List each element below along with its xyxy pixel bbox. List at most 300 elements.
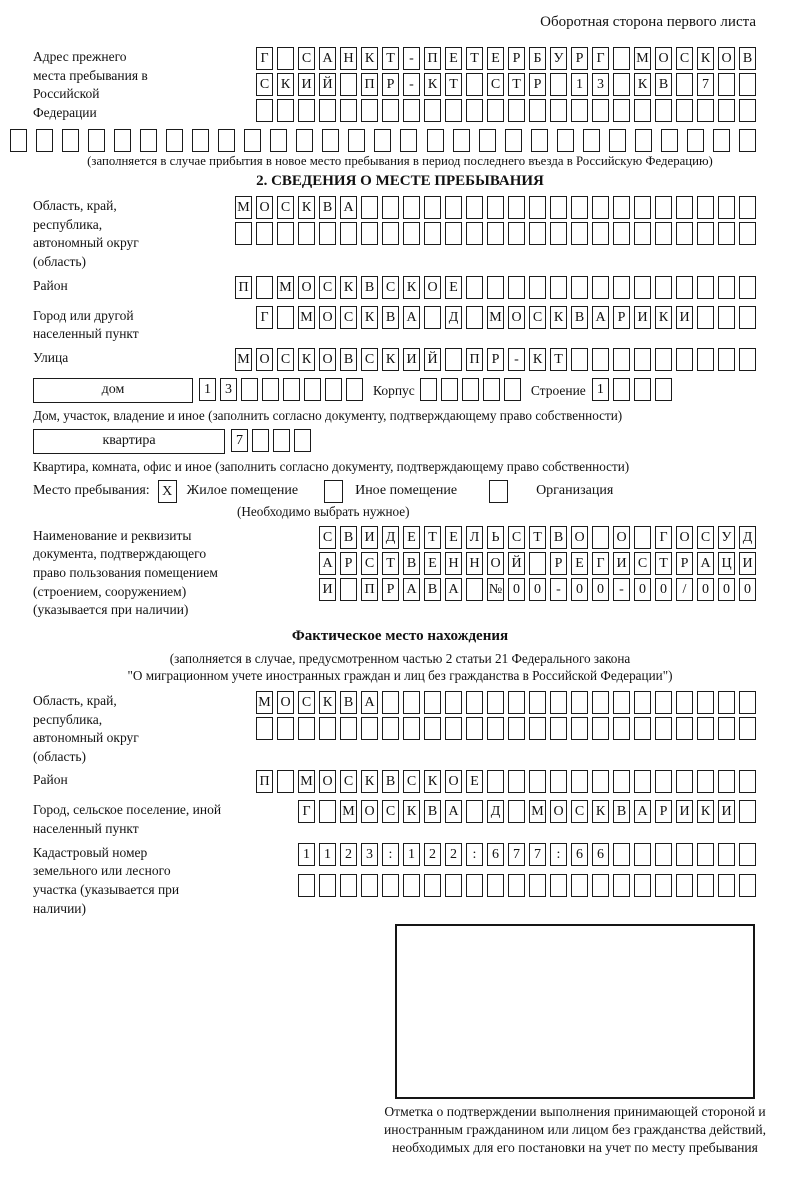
char-box[interactable]: [453, 129, 470, 152]
char-box[interactable]: [676, 348, 693, 371]
char-box[interactable]: [340, 717, 357, 740]
char-box[interactable]: С: [340, 306, 357, 329]
char-box[interactable]: О: [445, 770, 462, 793]
char-box[interactable]: М: [298, 770, 315, 793]
char-box[interactable]: В: [550, 526, 567, 549]
char-box[interactable]: О: [256, 348, 273, 371]
char-box[interactable]: [697, 717, 714, 740]
char-box[interactable]: :: [382, 843, 399, 866]
char-box[interactable]: Т: [445, 73, 462, 96]
char-box[interactable]: [635, 129, 652, 152]
char-box[interactable]: [298, 222, 315, 245]
char-box[interactable]: [634, 348, 651, 371]
char-box[interactable]: Г: [256, 306, 273, 329]
char-box[interactable]: О: [319, 770, 336, 793]
char-box[interactable]: Е: [424, 552, 441, 575]
char-box[interactable]: Р: [382, 73, 399, 96]
char-box[interactable]: [613, 276, 630, 299]
char-box[interactable]: В: [382, 770, 399, 793]
char-box[interactable]: [529, 691, 546, 714]
char-box[interactable]: [403, 717, 420, 740]
char-box[interactable]: [466, 276, 483, 299]
char-box[interactable]: И: [319, 578, 336, 601]
char-box[interactable]: И: [298, 73, 315, 96]
char-box[interactable]: [319, 874, 336, 897]
char-box[interactable]: К: [550, 306, 567, 329]
char-box[interactable]: [571, 717, 588, 740]
char-box[interactable]: 0: [592, 578, 609, 601]
char-box[interactable]: С: [340, 770, 357, 793]
char-box[interactable]: 3: [592, 73, 609, 96]
char-box[interactable]: Е: [571, 552, 588, 575]
char-box[interactable]: 7: [697, 73, 714, 96]
char-box[interactable]: [319, 717, 336, 740]
char-box[interactable]: [340, 73, 357, 96]
char-box[interactable]: [676, 843, 693, 866]
char-box[interactable]: [634, 222, 651, 245]
char-box[interactable]: [676, 874, 693, 897]
char-box[interactable]: [36, 129, 53, 152]
char-box[interactable]: К: [403, 276, 420, 299]
char-box[interactable]: М: [487, 306, 504, 329]
char-box[interactable]: [655, 843, 672, 866]
char-box[interactable]: К: [340, 276, 357, 299]
char-box[interactable]: П: [466, 348, 483, 371]
char-box[interactable]: [592, 276, 609, 299]
char-box[interactable]: [613, 843, 630, 866]
char-box[interactable]: М: [340, 800, 357, 823]
char-box[interactable]: Г: [592, 47, 609, 70]
char-box[interactable]: [382, 99, 399, 122]
char-box[interactable]: [361, 222, 378, 245]
char-box[interactable]: [571, 691, 588, 714]
char-box[interactable]: [462, 378, 479, 401]
char-box[interactable]: [270, 129, 287, 152]
char-box[interactable]: 6: [592, 843, 609, 866]
char-box[interactable]: Н: [466, 552, 483, 575]
char-box[interactable]: [634, 770, 651, 793]
char-box[interactable]: Г: [592, 552, 609, 575]
char-box[interactable]: [655, 222, 672, 245]
checkbox-dwelling[interactable]: X: [158, 480, 177, 503]
char-box[interactable]: С: [361, 348, 378, 371]
char-box[interactable]: [283, 378, 300, 401]
char-box[interactable]: С: [298, 691, 315, 714]
char-box[interactable]: К: [697, 47, 714, 70]
char-box[interactable]: [529, 222, 546, 245]
char-box[interactable]: К: [361, 47, 378, 70]
char-box[interactable]: [613, 874, 630, 897]
char-box[interactable]: [508, 770, 525, 793]
char-box[interactable]: [140, 129, 157, 152]
char-box[interactable]: [571, 770, 588, 793]
char-box[interactable]: М: [256, 691, 273, 714]
char-box[interactable]: Т: [529, 526, 546, 549]
char-box[interactable]: Т: [550, 348, 567, 371]
char-box[interactable]: [697, 196, 714, 219]
char-box[interactable]: [739, 717, 756, 740]
char-box[interactable]: Т: [382, 552, 399, 575]
char-box[interactable]: [697, 691, 714, 714]
char-box[interactable]: Р: [529, 73, 546, 96]
char-box[interactable]: 0: [697, 578, 714, 601]
char-box[interactable]: [718, 222, 735, 245]
char-box[interactable]: А: [445, 578, 462, 601]
char-box[interactable]: 2: [424, 843, 441, 866]
char-box[interactable]: [550, 196, 567, 219]
char-box[interactable]: С: [403, 770, 420, 793]
char-box[interactable]: К: [529, 348, 546, 371]
char-box[interactable]: К: [634, 73, 651, 96]
char-box[interactable]: 0: [571, 578, 588, 601]
char-box[interactable]: М: [277, 276, 294, 299]
char-box[interactable]: [550, 276, 567, 299]
char-box[interactable]: [718, 691, 735, 714]
char-box[interactable]: В: [382, 306, 399, 329]
char-box[interactable]: [479, 129, 496, 152]
char-box[interactable]: Е: [445, 47, 462, 70]
char-box[interactable]: М: [529, 800, 546, 823]
char-box[interactable]: [634, 276, 651, 299]
char-box[interactable]: [529, 552, 546, 575]
char-box[interactable]: [466, 196, 483, 219]
char-box[interactable]: С: [571, 800, 588, 823]
char-box[interactable]: О: [613, 526, 630, 549]
char-box[interactable]: [10, 129, 27, 152]
char-box[interactable]: [298, 99, 315, 122]
char-box[interactable]: И: [718, 800, 735, 823]
char-box[interactable]: П: [361, 578, 378, 601]
char-box[interactable]: В: [340, 691, 357, 714]
char-box[interactable]: [613, 691, 630, 714]
char-box[interactable]: [487, 276, 504, 299]
char-box[interactable]: [466, 306, 483, 329]
char-box[interactable]: 1: [403, 843, 420, 866]
char-box[interactable]: [445, 691, 462, 714]
char-box[interactable]: [634, 99, 651, 122]
char-box[interactable]: [340, 874, 357, 897]
char-box[interactable]: [277, 222, 294, 245]
char-box[interactable]: [592, 222, 609, 245]
char-box[interactable]: О: [256, 196, 273, 219]
char-box[interactable]: [218, 129, 235, 152]
char-box[interactable]: [504, 378, 521, 401]
char-box[interactable]: 1: [319, 843, 336, 866]
char-box[interactable]: [613, 73, 630, 96]
char-box[interactable]: [676, 73, 693, 96]
char-box[interactable]: 1: [592, 378, 609, 401]
char-box[interactable]: [529, 874, 546, 897]
char-box[interactable]: [529, 770, 546, 793]
char-box[interactable]: [361, 874, 378, 897]
char-box[interactable]: [676, 770, 693, 793]
char-box[interactable]: [655, 717, 672, 740]
char-box[interactable]: Е: [403, 526, 420, 549]
char-box[interactable]: [613, 770, 630, 793]
char-box[interactable]: [487, 770, 504, 793]
char-box[interactable]: [529, 196, 546, 219]
char-box[interactable]: [557, 129, 574, 152]
char-box[interactable]: 3: [220, 378, 237, 401]
checkbox-other-premises[interactable]: [324, 480, 343, 503]
char-box[interactable]: [466, 222, 483, 245]
char-box[interactable]: [583, 129, 600, 152]
char-box[interactable]: -: [403, 47, 420, 70]
char-box[interactable]: [508, 222, 525, 245]
char-box[interactable]: [718, 73, 735, 96]
char-box[interactable]: И: [403, 348, 420, 371]
char-box[interactable]: [62, 129, 79, 152]
char-box[interactable]: [634, 196, 651, 219]
char-box[interactable]: [374, 129, 391, 152]
char-box[interactable]: О: [361, 800, 378, 823]
char-box[interactable]: [529, 276, 546, 299]
char-box[interactable]: [298, 874, 315, 897]
char-box[interactable]: Н: [445, 552, 462, 575]
char-box[interactable]: :: [466, 843, 483, 866]
char-box[interactable]: [676, 691, 693, 714]
char-box[interactable]: И: [613, 552, 630, 575]
char-box[interactable]: Ь: [487, 526, 504, 549]
char-box[interactable]: [655, 770, 672, 793]
char-box[interactable]: [427, 129, 444, 152]
char-box[interactable]: [592, 348, 609, 371]
char-box[interactable]: [739, 222, 756, 245]
char-box[interactable]: В: [655, 73, 672, 96]
char-box[interactable]: [550, 73, 567, 96]
char-box[interactable]: [571, 196, 588, 219]
char-box[interactable]: [487, 222, 504, 245]
char-box[interactable]: [508, 196, 525, 219]
char-box[interactable]: [400, 129, 417, 152]
char-box[interactable]: [256, 99, 273, 122]
char-box[interactable]: Т: [382, 47, 399, 70]
char-box[interactable]: [592, 717, 609, 740]
char-box[interactable]: Т: [508, 73, 525, 96]
checkbox-organization[interactable]: [489, 480, 508, 503]
char-box[interactable]: К: [403, 800, 420, 823]
char-box[interactable]: [613, 47, 630, 70]
char-box[interactable]: [718, 717, 735, 740]
char-box[interactable]: Т: [466, 47, 483, 70]
char-box[interactable]: Р: [382, 578, 399, 601]
char-box[interactable]: [508, 99, 525, 122]
char-box[interactable]: Р: [508, 47, 525, 70]
char-box[interactable]: Г: [655, 526, 672, 549]
char-box[interactable]: М: [634, 47, 651, 70]
char-box[interactable]: А: [403, 578, 420, 601]
char-box[interactable]: [571, 276, 588, 299]
char-box[interactable]: М: [235, 348, 252, 371]
char-box[interactable]: К: [382, 348, 399, 371]
char-box[interactable]: [739, 691, 756, 714]
char-box[interactable]: Й: [508, 552, 525, 575]
char-box[interactable]: [634, 843, 651, 866]
char-box[interactable]: [613, 222, 630, 245]
char-box[interactable]: С: [382, 276, 399, 299]
char-box[interactable]: В: [613, 800, 630, 823]
char-box[interactable]: [508, 717, 525, 740]
char-box[interactable]: С: [256, 73, 273, 96]
char-box[interactable]: П: [235, 276, 252, 299]
char-box[interactable]: [235, 222, 252, 245]
char-box[interactable]: О: [508, 306, 525, 329]
char-box[interactable]: В: [319, 196, 336, 219]
char-box[interactable]: С: [277, 196, 294, 219]
char-box[interactable]: [613, 99, 630, 122]
char-box[interactable]: [361, 196, 378, 219]
char-box[interactable]: [319, 800, 336, 823]
char-box[interactable]: [718, 770, 735, 793]
char-box[interactable]: П: [256, 770, 273, 793]
char-box[interactable]: К: [319, 691, 336, 714]
char-box[interactable]: [508, 691, 525, 714]
char-box[interactable]: [655, 348, 672, 371]
char-box[interactable]: [325, 378, 342, 401]
char-box[interactable]: Д: [739, 526, 756, 549]
char-box[interactable]: П: [361, 73, 378, 96]
char-box[interactable]: [241, 378, 258, 401]
char-box[interactable]: Т: [424, 526, 441, 549]
char-box[interactable]: И: [361, 526, 378, 549]
char-box[interactable]: [340, 578, 357, 601]
char-box[interactable]: [424, 874, 441, 897]
char-box[interactable]: [592, 526, 609, 549]
char-box[interactable]: А: [592, 306, 609, 329]
char-box[interactable]: [424, 196, 441, 219]
char-box[interactable]: [655, 276, 672, 299]
char-box[interactable]: 1: [199, 378, 216, 401]
char-box[interactable]: [655, 99, 672, 122]
char-box[interactable]: А: [697, 552, 714, 575]
char-box[interactable]: В: [739, 47, 756, 70]
char-box[interactable]: [192, 129, 209, 152]
char-box[interactable]: [445, 196, 462, 219]
char-box[interactable]: 7: [508, 843, 525, 866]
char-box[interactable]: [256, 717, 273, 740]
char-box[interactable]: Р: [655, 800, 672, 823]
char-box[interactable]: А: [634, 800, 651, 823]
char-box[interactable]: [739, 800, 756, 823]
char-box[interactable]: [420, 378, 437, 401]
char-box[interactable]: В: [340, 348, 357, 371]
char-box[interactable]: /: [676, 578, 693, 601]
char-box[interactable]: К: [655, 306, 672, 329]
char-box[interactable]: 1: [571, 73, 588, 96]
char-box[interactable]: О: [718, 47, 735, 70]
char-box[interactable]: И: [739, 552, 756, 575]
char-box[interactable]: [445, 99, 462, 122]
char-box[interactable]: [296, 129, 313, 152]
char-box[interactable]: Г: [256, 47, 273, 70]
char-box[interactable]: А: [361, 691, 378, 714]
char-box[interactable]: 6: [487, 843, 504, 866]
char-box[interactable]: Р: [487, 348, 504, 371]
char-box[interactable]: 0: [655, 578, 672, 601]
char-box[interactable]: [277, 306, 294, 329]
char-box[interactable]: С: [298, 47, 315, 70]
char-box[interactable]: [609, 129, 626, 152]
char-box[interactable]: 2: [445, 843, 462, 866]
char-box[interactable]: [322, 129, 339, 152]
char-box[interactable]: Р: [340, 552, 357, 575]
char-box[interactable]: [424, 691, 441, 714]
char-box[interactable]: [505, 129, 522, 152]
char-box[interactable]: [256, 222, 273, 245]
char-box[interactable]: [403, 874, 420, 897]
char-box[interactable]: [739, 874, 756, 897]
char-box[interactable]: [550, 874, 567, 897]
char-box[interactable]: [655, 874, 672, 897]
char-box[interactable]: О: [277, 691, 294, 714]
char-box[interactable]: [382, 874, 399, 897]
char-box[interactable]: В: [571, 306, 588, 329]
char-box[interactable]: [655, 378, 672, 401]
char-box[interactable]: [718, 99, 735, 122]
char-box[interactable]: [403, 222, 420, 245]
char-box[interactable]: [697, 99, 714, 122]
char-box[interactable]: У: [718, 526, 735, 549]
char-box[interactable]: К: [298, 196, 315, 219]
char-box[interactable]: [273, 429, 290, 452]
char-box[interactable]: [424, 717, 441, 740]
char-box[interactable]: [508, 874, 525, 897]
char-box[interactable]: Б: [529, 47, 546, 70]
char-box[interactable]: О: [319, 348, 336, 371]
char-box[interactable]: [487, 874, 504, 897]
char-box[interactable]: [424, 306, 441, 329]
char-box[interactable]: 0: [634, 578, 651, 601]
char-box[interactable]: -: [550, 578, 567, 601]
char-box[interactable]: [571, 99, 588, 122]
char-box[interactable]: 7: [529, 843, 546, 866]
char-box[interactable]: [382, 222, 399, 245]
char-box[interactable]: [319, 99, 336, 122]
char-box[interactable]: [634, 378, 651, 401]
char-box[interactable]: И: [676, 800, 693, 823]
char-box[interactable]: Н: [340, 47, 357, 70]
char-box[interactable]: С: [319, 276, 336, 299]
char-box[interactable]: [304, 378, 321, 401]
char-box[interactable]: Д: [487, 800, 504, 823]
char-box[interactable]: [687, 129, 704, 152]
char-box[interactable]: К: [592, 800, 609, 823]
char-box[interactable]: [592, 770, 609, 793]
char-box[interactable]: [739, 99, 756, 122]
char-box[interactable]: [655, 691, 672, 714]
char-box[interactable]: [550, 222, 567, 245]
char-box[interactable]: [382, 717, 399, 740]
char-box[interactable]: [466, 717, 483, 740]
char-box[interactable]: [739, 129, 756, 152]
char-box[interactable]: С: [319, 526, 336, 549]
char-box[interactable]: [277, 47, 294, 70]
char-box[interactable]: [319, 222, 336, 245]
char-box[interactable]: [697, 770, 714, 793]
char-box[interactable]: О: [319, 306, 336, 329]
char-box[interactable]: К: [424, 73, 441, 96]
char-box[interactable]: [531, 129, 548, 152]
char-box[interactable]: 0: [529, 578, 546, 601]
char-box[interactable]: О: [676, 526, 693, 549]
char-box[interactable]: Р: [613, 306, 630, 329]
char-box[interactable]: №: [487, 578, 504, 601]
char-box[interactable]: С: [676, 47, 693, 70]
char-box[interactable]: [697, 222, 714, 245]
char-box[interactable]: -: [508, 348, 525, 371]
char-box[interactable]: О: [298, 276, 315, 299]
char-box[interactable]: В: [424, 578, 441, 601]
